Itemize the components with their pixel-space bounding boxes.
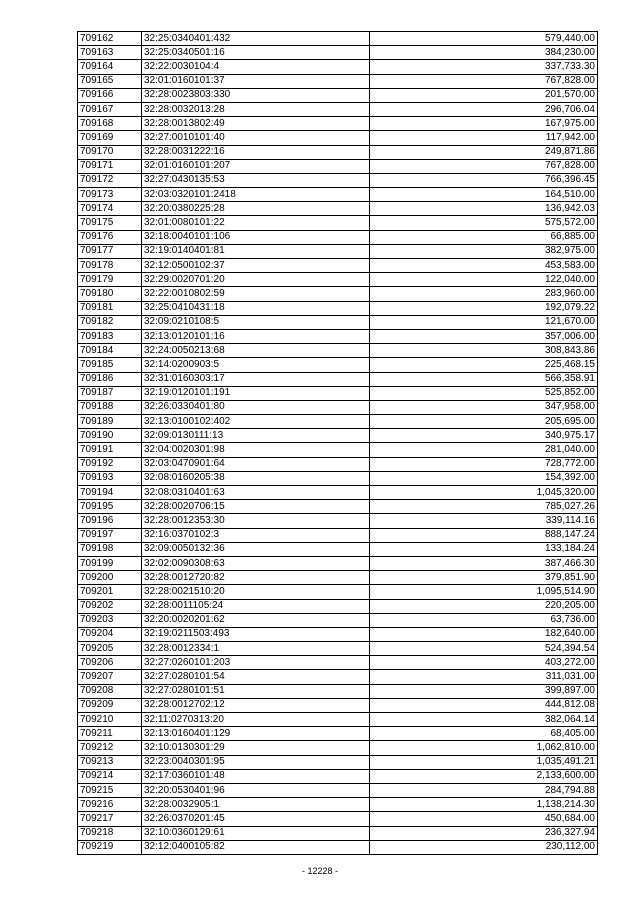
table-row [78,599,598,613]
cadastral-number-cell: 32:20:0380225:28 [142,202,370,216]
record-id-cell: 709203 [78,613,142,627]
amount-cell: 311,031.00 [370,670,598,684]
record-id-cell: 709197 [78,528,142,542]
table-row [78,32,598,46]
table-row [78,46,598,60]
cadastral-number-cell: 32:13:0100102:402 [142,415,370,429]
cadastral-number-cell: 32:01:0160101:37 [142,74,370,88]
record-id-cell: 709196 [78,514,142,528]
record-id-cell: 709183 [78,329,142,343]
cadastral-number-cell: 32:19:0120101:191 [142,386,370,400]
cadastral-number-cell: 32:31:0160303:17 [142,372,370,386]
cadastral-number-cell: 32:28:0020706:15 [142,500,370,514]
record-id-cell: 709164 [78,60,142,74]
record-id-cell: 709184 [78,344,142,358]
table-row [78,344,598,358]
amount-cell: 1,138,214.30 [370,798,598,812]
table-row [78,386,598,400]
cadastral-number-cell: 32:11:0270313:20 [142,713,370,727]
amount-cell: 167,975.00 [370,117,598,131]
record-id-cell: 709162 [78,32,142,46]
amount-cell: 283,960.00 [370,287,598,301]
cadastral-number-cell: 32:28:0012702:12 [142,698,370,712]
record-id-cell: 709209 [78,698,142,712]
cadastral-number-cell: 32:09:0210108:5 [142,315,370,329]
table-row [78,60,598,74]
record-id-cell: 709169 [78,131,142,145]
record-id-cell: 709179 [78,273,142,287]
amount-cell: 579,440.00 [370,32,598,46]
cadastral-number-cell: 32:09:0130111:13 [142,429,370,443]
amount-cell: 1,062,810.00 [370,741,598,755]
table-row [78,826,598,840]
record-id-cell: 709192 [78,457,142,471]
amount-cell: 296,706.04 [370,102,598,116]
cadastral-number-cell: 32:17:0360101:48 [142,769,370,783]
cadastral-number-cell: 32:13:0160401:129 [142,727,370,741]
amount-cell: 201,570.00 [370,88,598,102]
amount-cell: 728,772.00 [370,457,598,471]
amount-cell: 1,095,514.90 [370,585,598,599]
amount-cell: 387,466.30 [370,556,598,570]
amount-cell: 63,736.00 [370,613,598,627]
table-row [78,741,598,755]
table-row [78,585,598,599]
table-row [78,188,598,202]
cadastral-number-cell: 32:01:0160101:207 [142,159,370,173]
table-row [78,457,598,471]
amount-cell: 1,045,320.00 [370,486,598,500]
table-row [78,88,598,102]
table-row [78,542,598,556]
amount-cell: 1,035,491.21 [370,755,598,769]
amount-cell: 382,064.14 [370,713,598,727]
table-row [78,698,598,712]
amount-cell: 384,230.00 [370,46,598,60]
amount-cell: 284,794.88 [370,783,598,797]
record-id-cell: 709215 [78,783,142,797]
record-id-cell: 709202 [78,599,142,613]
record-id-cell: 709216 [78,798,142,812]
table-row [78,159,598,173]
amount-cell: 347,958.00 [370,400,598,414]
cadastral-number-cell: 32:28:0013802:49 [142,117,370,131]
table-row [78,273,598,287]
cadastral-number-cell: 32:28:0032905:1 [142,798,370,812]
cadastral-number-cell: 32:12:0500102:37 [142,259,370,273]
cadastral-number-cell: 32:01:0080101:22 [142,216,370,230]
record-id-cell: 709201 [78,585,142,599]
cadastral-number-cell: 32:24:0050213:68 [142,344,370,358]
record-id-cell: 709171 [78,159,142,173]
amount-cell: 340,975.17 [370,429,598,443]
cadastral-number-cell: 32:27:0010101:40 [142,131,370,145]
table-row [78,727,598,741]
table-row [78,670,598,684]
record-id-cell: 709200 [78,571,142,585]
cadastral-number-cell: 32:09:0050132:36 [142,542,370,556]
record-id-cell: 709204 [78,627,142,641]
cadastral-number-cell: 32:23:0040301:95 [142,755,370,769]
records-table [77,31,598,855]
record-id-cell: 709195 [78,500,142,514]
record-id-cell: 709213 [78,755,142,769]
table-row [78,74,598,88]
cadastral-number-cell: 32:22:0010802:59 [142,287,370,301]
record-id-cell: 709188 [78,400,142,414]
record-id-cell: 709181 [78,301,142,315]
amount-cell: 785,027.26 [370,500,598,514]
cadastral-number-cell: 32:10:0360129:61 [142,826,370,840]
cadastral-number-cell: 32:27:0260101:203 [142,656,370,670]
amount-cell: 525,852.00 [370,386,598,400]
cadastral-number-cell: 32:28:0031222:16 [142,145,370,159]
record-id-cell: 709211 [78,727,142,741]
record-id-cell: 709217 [78,812,142,826]
table-row [78,642,598,656]
amount-cell: 888,147.24 [370,528,598,542]
record-id-cell: 709219 [78,840,142,854]
amount-cell: 308,843.86 [370,344,598,358]
cadastral-number-cell: 32:25:0410431:18 [142,301,370,315]
cadastral-number-cell: 32:26:0370201:45 [142,812,370,826]
record-id-cell: 709212 [78,741,142,755]
table-row [78,840,598,854]
record-id-cell: 709208 [78,684,142,698]
amount-cell: 339,114.16 [370,514,598,528]
table-row [78,358,598,372]
amount-cell: 453,583.00 [370,259,598,273]
cadastral-number-cell: 32:03:0320101:2418 [142,188,370,202]
amount-cell: 117,942.00 [370,131,598,145]
table-row [78,684,598,698]
table-row [78,329,598,343]
table-row [78,486,598,500]
cadastral-number-cell: 32:10:0130301:29 [142,741,370,755]
table-row [78,131,598,145]
cadastral-number-cell: 32:29:0020701:20 [142,273,370,287]
record-id-cell: 709205 [78,642,142,656]
amount-cell: 220,205.00 [370,599,598,613]
amount-cell: 182,640.00 [370,627,598,641]
table-row [78,145,598,159]
amount-cell: 225,468.15 [370,358,598,372]
cadastral-number-cell: 32:04:0020301:98 [142,443,370,457]
cadastral-number-cell: 32:28:0011105:24 [142,599,370,613]
table-row [78,259,598,273]
cadastral-number-cell: 32:02:0090308:63 [142,556,370,570]
amount-cell: 337,733.30 [370,60,598,74]
record-id-cell: 709186 [78,372,142,386]
cadastral-number-cell: 32:27:0280101:54 [142,670,370,684]
record-id-cell: 709165 [78,74,142,88]
table-row [78,244,598,258]
record-id-cell: 709194 [78,486,142,500]
table-row [78,372,598,386]
record-id-cell: 709175 [78,216,142,230]
record-id-cell: 709180 [78,287,142,301]
record-id-cell: 709206 [78,656,142,670]
cadastral-number-cell: 32:19:0211503:493 [142,627,370,641]
amount-cell: 249,871.86 [370,145,598,159]
table-row [78,471,598,485]
record-id-cell: 709182 [78,315,142,329]
table-row [78,571,598,585]
record-id-cell: 709214 [78,769,142,783]
table-row [78,415,598,429]
table-row [78,230,598,244]
amount-cell: 379,851.90 [370,571,598,585]
table-row [78,812,598,826]
cadastral-number-cell: 32:27:0280101:51 [142,684,370,698]
table-row [78,613,598,627]
cadastral-number-cell: 32:28:0012353:30 [142,514,370,528]
amount-cell: 192,079.22 [370,301,598,315]
cadastral-number-cell: 32:08:0160205:38 [142,471,370,485]
table-row [78,202,598,216]
record-id-cell: 709199 [78,556,142,570]
cadastral-number-cell: 32:28:0023803:330 [142,88,370,102]
table-row [78,315,598,329]
cadastral-number-cell: 32:28:0032013:28 [142,102,370,116]
table-row [78,102,598,116]
table-row [78,514,598,528]
record-id-cell: 709185 [78,358,142,372]
record-id-cell: 709178 [78,259,142,273]
cadastral-number-cell: 32:25:0340401:432 [142,32,370,46]
amount-cell: 767,828.00 [370,159,598,173]
record-id-cell: 709177 [78,244,142,258]
amount-cell: 68,405.00 [370,727,598,741]
table-row [78,528,598,542]
amount-cell: 766,396.45 [370,173,598,187]
table-row [78,429,598,443]
record-id-cell: 709190 [78,429,142,443]
record-id-cell: 709218 [78,826,142,840]
amount-cell: 136,942.03 [370,202,598,216]
amount-cell: 230,112.00 [370,840,598,854]
record-id-cell: 709193 [78,471,142,485]
amount-cell: 164,510.00 [370,188,598,202]
cadastral-number-cell: 32:20:0020201:62 [142,613,370,627]
table-row [78,500,598,514]
record-id-cell: 709191 [78,443,142,457]
amount-cell: 236,327.94 [370,826,598,840]
table-row [78,627,598,641]
table-row [78,713,598,727]
amount-cell: 566,358.91 [370,372,598,386]
records-table-body [78,32,598,855]
record-id-cell: 709168 [78,117,142,131]
cadastral-number-cell: 32:18:0040101:106 [142,230,370,244]
cadastral-number-cell: 32:27:0430135:53 [142,173,370,187]
amount-cell: 767,828.00 [370,74,598,88]
record-id-cell: 709170 [78,145,142,159]
cadastral-number-cell: 32:25:0340501:16 [142,46,370,60]
cadastral-number-cell: 32:28:0012334:1 [142,642,370,656]
cadastral-number-cell: 32:20:0530401:96 [142,783,370,797]
amount-cell: 575,572.00 [370,216,598,230]
record-id-cell: 709187 [78,386,142,400]
record-id-cell: 709210 [78,713,142,727]
cadastral-number-cell: 32:16:0370102:3 [142,528,370,542]
cadastral-number-cell: 32:03:0470901:64 [142,457,370,471]
amount-cell: 2,133,600.00 [370,769,598,783]
cadastral-number-cell: 32:13:0120101:16 [142,329,370,343]
amount-cell: 524,394.54 [370,642,598,656]
record-id-cell: 709163 [78,46,142,60]
table-row [78,769,598,783]
table-row [78,656,598,670]
table-row [78,400,598,414]
amount-cell: 357,006.00 [370,329,598,343]
table-row [78,443,598,457]
amount-cell: 122,040.00 [370,273,598,287]
record-id-cell: 709189 [78,415,142,429]
cadastral-number-cell: 32:08:0310401:63 [142,486,370,500]
cadastral-number-cell: 32:28:0021510:20 [142,585,370,599]
amount-cell: 281,040.00 [370,443,598,457]
table-row [78,783,598,797]
amount-cell: 399,897.00 [370,684,598,698]
table-row [78,173,598,187]
amount-cell: 403,272.00 [370,656,598,670]
amount-cell: 444,812.08 [370,698,598,712]
amount-cell: 205,695.00 [370,415,598,429]
record-id-cell: 709176 [78,230,142,244]
table-row [78,216,598,230]
amount-cell: 121,670.00 [370,315,598,329]
amount-cell: 66,885.00 [370,230,598,244]
cadastral-number-cell: 32:28:0012720:82 [142,571,370,585]
cadastral-number-cell: 32:22:0030104:4 [142,60,370,74]
amount-cell: 154,392.00 [370,471,598,485]
record-id-cell: 709172 [78,173,142,187]
cadastral-number-cell: 32:14:0200903:5 [142,358,370,372]
cadastral-number-cell: 32:19:0140401:81 [142,244,370,258]
cadastral-number-cell: 32:12:0400105:82 [142,840,370,854]
record-id-cell: 709167 [78,102,142,116]
table-row [78,798,598,812]
record-id-cell: 709198 [78,542,142,556]
record-id-cell: 709174 [78,202,142,216]
table-row [78,117,598,131]
amount-cell: 133,184.24 [370,542,598,556]
record-id-cell: 709166 [78,88,142,102]
table-row [78,301,598,315]
record-id-cell: 709207 [78,670,142,684]
record-id-cell: 709173 [78,188,142,202]
amount-cell: 382,975.00 [370,244,598,258]
amount-cell: 450,684.00 [370,812,598,826]
table-row [78,287,598,301]
cadastral-number-cell: 32:26:0330401:80 [142,400,370,414]
table-row [78,556,598,570]
table-row [78,755,598,769]
page-number: - 12228 - [301,866,339,876]
